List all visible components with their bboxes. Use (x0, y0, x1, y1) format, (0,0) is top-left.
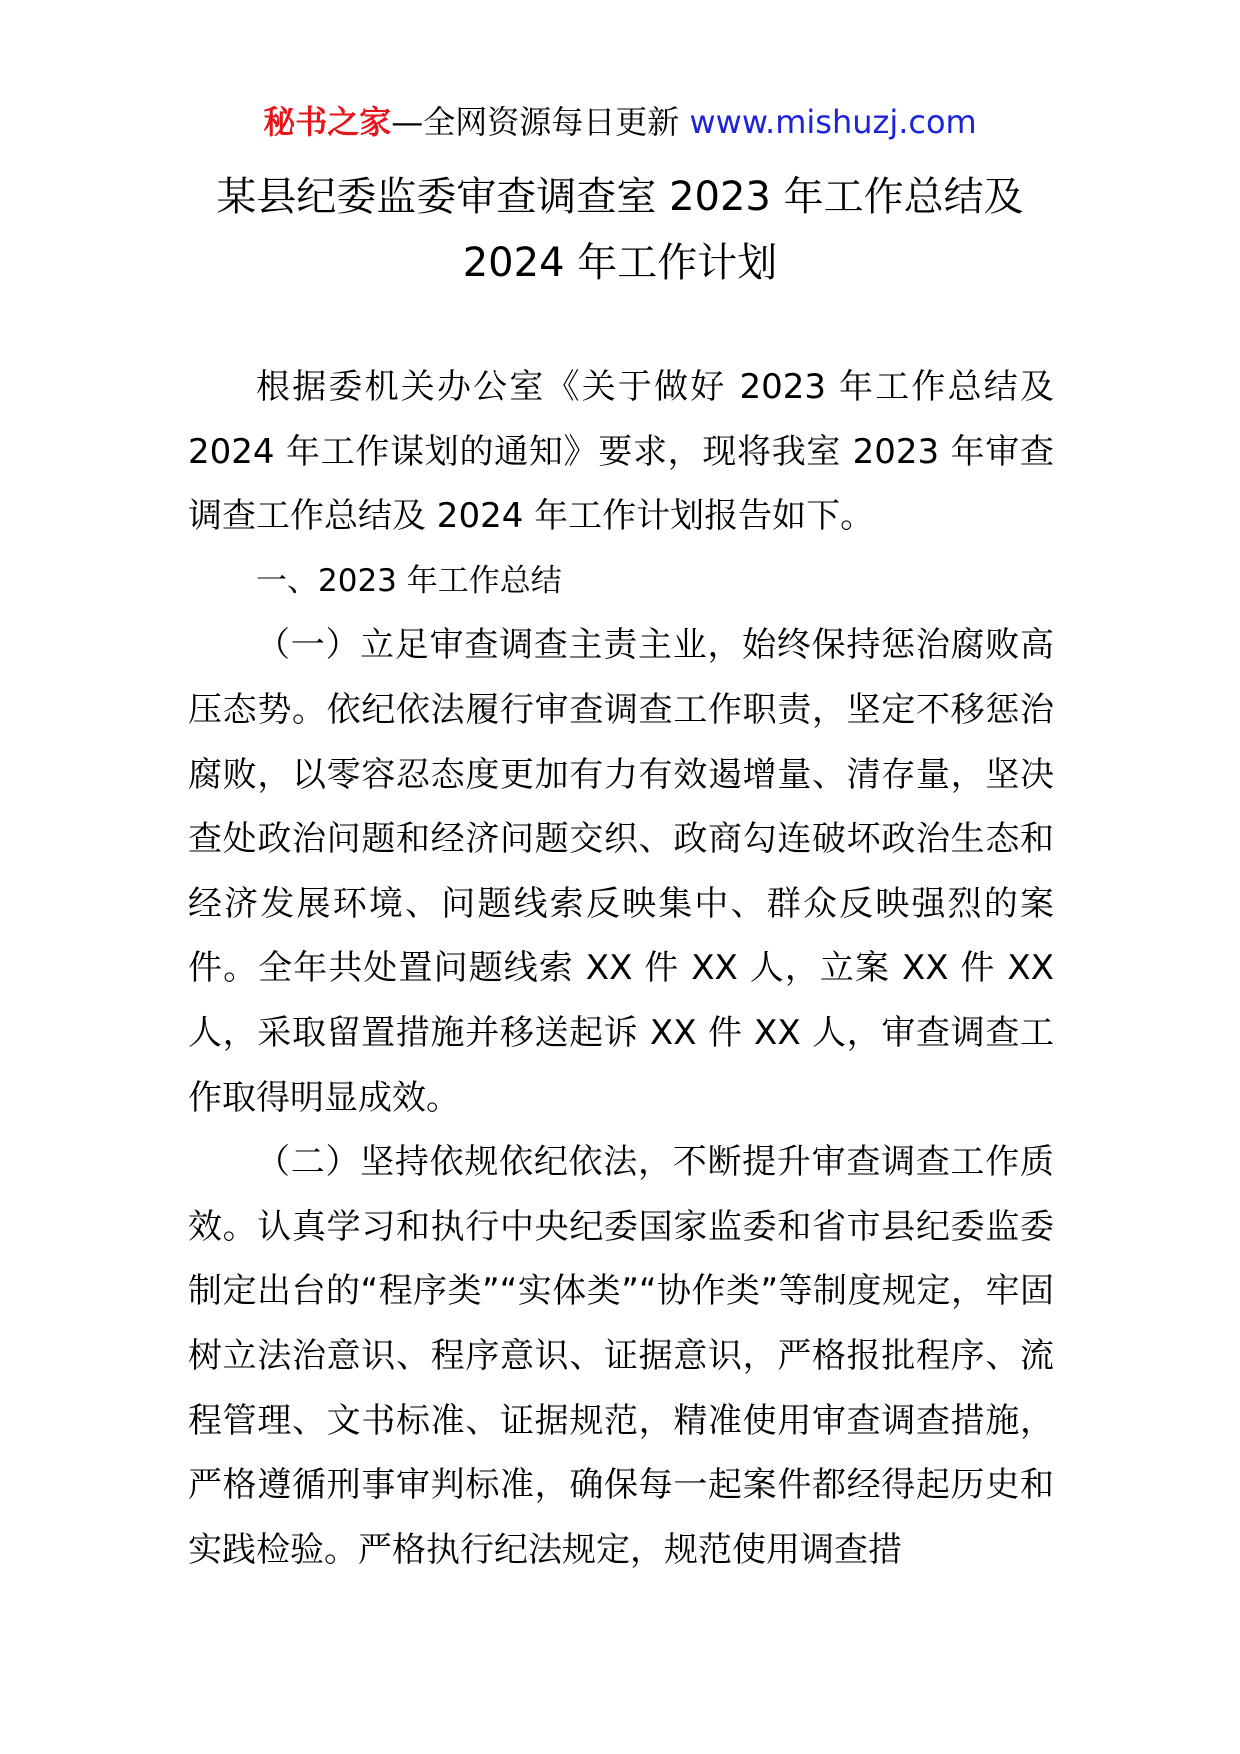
document-body (188, 355, 1054, 1582)
title-line-1: 某县纪委监委审查调查室 2023 年工作总结及 (216, 174, 1024, 220)
document-title (0, 164, 1240, 296)
intro-paragraph: 根据委机关办公室《关于做好 2023 年工作总结及 2024 年工作谋划的通知》要求，现将我室 2023 年审查调查工作总结及 2024 年工作计划报告如下。 (188, 367, 1054, 537)
section-heading: 一、2023 年工作总结 (256, 562, 562, 599)
paragraph-1: （一）立足审查调查主责主业，始终保持惩治腐败高压态势。依纪依法履行审查调查工作职责，坚定不移惩治腐败，以零容忍态度更加有力有效遏增量、清存量，坚决查处政治问题和经济问题交织、政商勾连破坏政治生态和经济发展环境、问题线索反映集中、群众反映强烈的案件。全年共处置问题线索 XX 件 XX 人，立案 XX 件 XX 人，采取留置措施并移送起诉 XX 件 XX 人，审查调查工作取得明显成效。 (188, 625, 1054, 1118)
site-header (0, 100, 1240, 144)
site-tagline: —全网资源每日更新 (391, 103, 680, 141)
site-brand: 秘书之家 (263, 103, 392, 141)
title-line-2: 2024 年工作计划 (462, 240, 778, 286)
site-url-link[interactable]: www.mishuzj.com (689, 103, 977, 141)
paragraph-2: （二）坚持依规依纪依法，不断提升审查调查工作质效。认真学习和执行中央纪委国家监委和省市县纪委监委制定出台的“程序类”“实体类”“协作类”等制度规定，牢固树立法治意识、程序意识、证据意识，严格报批程序、流程管理、文书标准、证据规范，精准使用审查调查措施，严格遵循刑事审判标准，确保每一起案件都经得起历史和实践检验。严格执行纪法规定，规范使用调查措 (188, 1142, 1054, 1570)
